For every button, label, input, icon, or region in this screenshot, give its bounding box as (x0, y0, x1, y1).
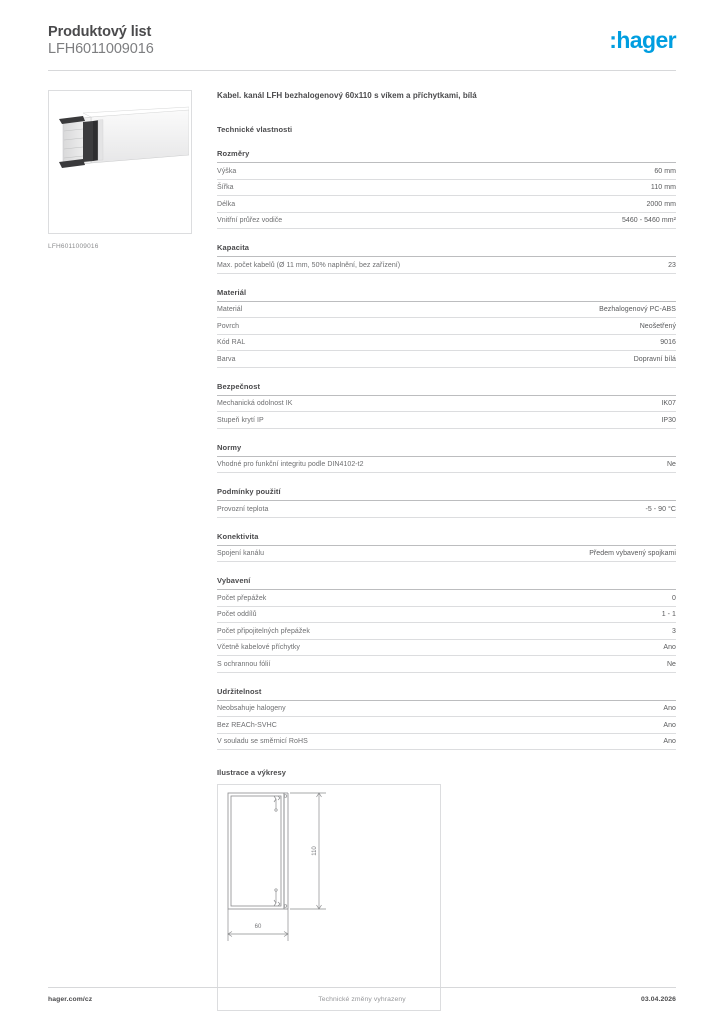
spec-value: Předem vybavený spojkami (589, 550, 676, 557)
spec-row (217, 196, 676, 213)
spec-row (217, 623, 676, 640)
product-name: Kabel. kanál LFH bezhalogenový 60x110 s víkem a příchytkami, bílá (217, 91, 477, 100)
spec-label: Kód RAL (217, 339, 246, 346)
spec-row (217, 257, 676, 274)
spec-label: Barva (217, 355, 236, 363)
product-reference: LFH6011009016 (48, 41, 154, 57)
drawing-heading: Ilustrace a výkresy (217, 768, 287, 777)
spec-value: 60 mm (654, 167, 676, 175)
spec-label: Počet připojitelných přepážek (217, 627, 310, 635)
page-header (48, 24, 676, 70)
spec-group (217, 687, 676, 751)
page-footer (48, 996, 676, 1010)
spec-value: Ne (666, 461, 676, 468)
spec-row (217, 590, 676, 607)
footer-disclaimer: Technické změny vyhrazeny (318, 996, 406, 1003)
header-divider (48, 70, 676, 71)
spec-row (217, 318, 676, 335)
product-photo (53, 105, 189, 171)
spec-group (217, 532, 676, 563)
spec-group (217, 576, 676, 673)
spec-label: Max. počet kabelů (Ø 11 mm, 50% naplnění, bez zařízení) (217, 261, 401, 269)
spec-value: Ne (666, 660, 676, 668)
spec-label: S ochrannou fólií (217, 660, 271, 668)
spec-label: Spojení kanálu (217, 550, 265, 557)
hager-logo: :hager (609, 27, 676, 53)
spec-label: Mechanická odolnost IK (217, 400, 293, 407)
spec-value: Ano (663, 644, 676, 651)
spec-label: Materiál (217, 306, 243, 313)
spec-label: Šířka (217, 184, 234, 191)
spec-label: Délka (217, 200, 236, 208)
drawing-frame (217, 784, 441, 1011)
product-image-frame (48, 90, 192, 234)
spec-group-title: Bezpečnost (217, 382, 676, 396)
spec-label: Včetně kabelové příchytky (217, 644, 300, 651)
spec-value: 1 - 1 (661, 611, 676, 618)
spec-group-title: Konektivita (217, 532, 676, 546)
spec-label: Provozní teplota (217, 505, 269, 513)
spec-groups (217, 149, 676, 750)
spec-row (217, 163, 676, 180)
spec-group (217, 487, 676, 518)
spec-label: V souladu se směrnicí RoHS (217, 738, 308, 745)
spec-label: Stupeň krytí IP (217, 416, 264, 424)
spec-value: Ano (663, 738, 676, 745)
spec-row (217, 701, 676, 718)
spec-value: 23 (668, 261, 676, 269)
spec-row (217, 501, 676, 518)
spec-value: IP30 (661, 416, 676, 424)
spec-value: 0 (672, 594, 676, 602)
spec-label: Neobsahuje halogeny (217, 705, 286, 712)
spec-row (217, 656, 676, 673)
page-title: Produktový list (48, 24, 152, 40)
spec-row (217, 180, 676, 197)
spec-value: 3 (672, 627, 676, 635)
spec-row (217, 351, 676, 368)
spec-value: -5 - 90 °C (645, 505, 676, 513)
spec-row (217, 396, 676, 413)
cross-section-drawing (218, 785, 440, 1010)
spec-value: Neošetřený (639, 322, 676, 330)
spec-label: Počet oddílů (217, 611, 257, 618)
product-image-caption: LFH6011009016 (48, 243, 99, 250)
spec-row (217, 734, 676, 751)
spec-group (217, 382, 676, 429)
spec-value: 9016 (660, 339, 676, 346)
spec-value: 110 mm (650, 184, 676, 191)
spec-value: IK07 (661, 400, 676, 407)
spec-group-title: Vybavení (217, 576, 676, 590)
spec-label: Počet přepážek (217, 594, 267, 602)
spec-value: Dopravní bílá (633, 355, 676, 363)
specs-column (217, 90, 676, 1011)
spec-row (217, 607, 676, 624)
spec-value: Ano (663, 705, 676, 712)
spec-value: 2000 mm (646, 200, 676, 208)
spec-label: Povrch (217, 322, 240, 330)
spec-group-title: Rozměry (217, 149, 676, 163)
spec-row (217, 302, 676, 319)
spec-label: Vhodné pro funkční integritu podle DIN4102-t2 (217, 461, 364, 468)
spec-row (217, 457, 676, 474)
spec-label: Vnitřní průřez vodiče (217, 217, 283, 224)
spec-value: Ano (663, 721, 676, 729)
spec-group-title: Udržitelnost (217, 687, 676, 701)
product-figure (48, 90, 192, 250)
spec-group-title: Podmínky použití (217, 487, 676, 501)
tech-properties-heading: Technické vlastnosti (217, 125, 293, 134)
spec-group (217, 288, 676, 368)
spec-label: Bez REACh-SVHC (217, 721, 277, 729)
spec-group-title: Normy (217, 443, 676, 457)
footer-divider (48, 987, 676, 988)
dimension-horizontal-label: 60 (254, 924, 262, 930)
spec-row (217, 546, 676, 563)
spec-group (217, 149, 676, 229)
spec-group (217, 243, 676, 274)
spec-row (217, 640, 676, 657)
spec-row (217, 335, 676, 352)
spec-group-title: Kapacita (217, 243, 676, 257)
spec-value: Bezhalogenový PC-ABS (599, 306, 676, 313)
spec-group-title: Materiál (217, 288, 676, 302)
dimension-vertical-label: 110 (312, 846, 318, 856)
drawing-block (217, 768, 676, 1011)
spec-row (217, 412, 676, 429)
spec-value: 5460 - 5460 mm² (621, 217, 676, 224)
spec-row (217, 717, 676, 734)
spec-group (217, 443, 676, 474)
footer-date: 03.04.2026 (640, 996, 676, 1003)
spec-label: Výška (217, 167, 237, 175)
spec-row (217, 213, 676, 230)
footer-website[interactable]: hager.com/cz (48, 996, 93, 1003)
